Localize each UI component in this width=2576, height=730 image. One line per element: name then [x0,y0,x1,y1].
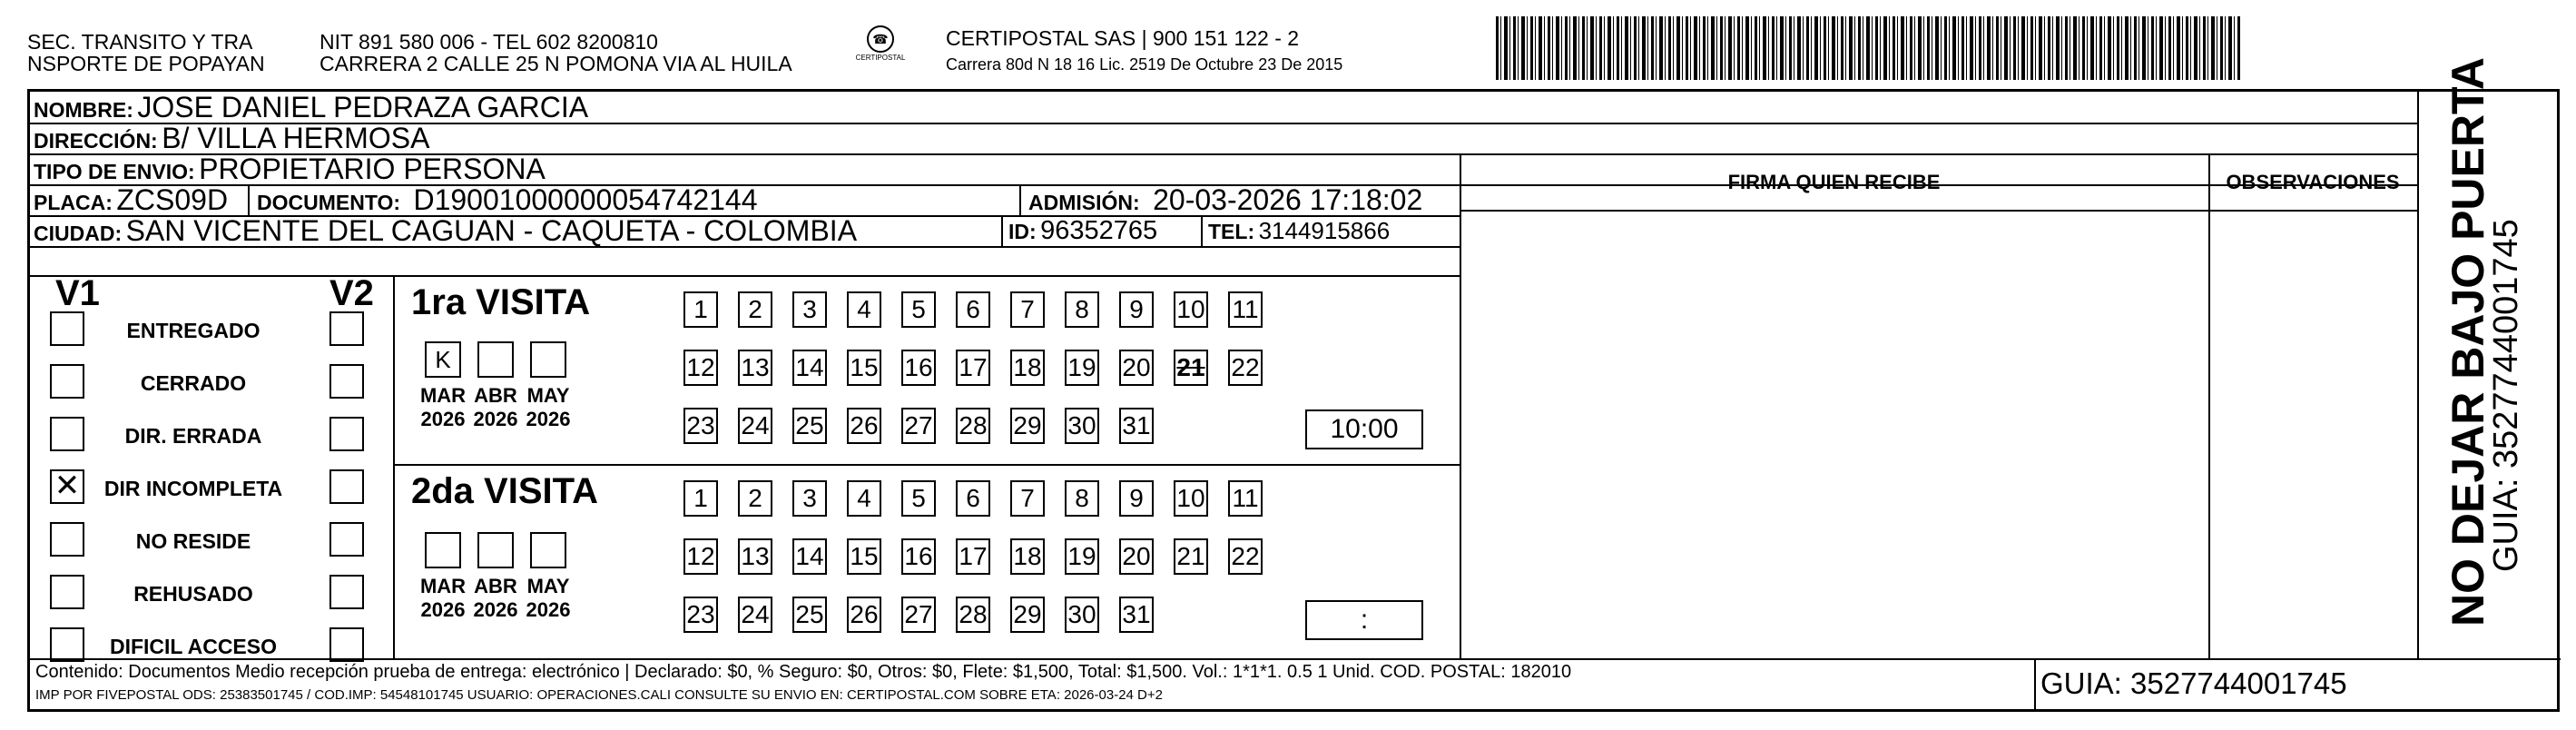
placa-label: PLACA: [34,191,113,214]
day-box[interactable]: 2 [738,291,772,328]
v2-checkbox[interactable] [329,311,364,346]
firma-header: FIRMA QUIEN RECIBE [1727,171,1941,193]
day-box[interactable]: 21 [1174,538,1208,575]
day-box[interactable]: 25 [792,597,827,633]
sender-name-line2: NSPORTE DE POPAYAN [27,52,265,75]
footer-contenido: Contenido: Documentos Medio recepción prueba de entrega: electrónico | Declarado: $0, % Seguro: $0, Otros: $0, Flete: $1,500, Total: $1,500. Vol.: 1*1*1. 0.5 1 Unid. COD. POSTAL: 182010 [35,662,1572,682]
day-box[interactable]: 5 [901,480,936,517]
month-year: 2026 [420,598,466,621]
v2-checkbox[interactable] [329,627,364,662]
nombre-label: NOMBRE: [34,98,133,122]
day-box[interactable]: 9 [1119,291,1154,328]
tipo-label: TIPO DE ENVIO: [34,160,195,183]
day-box[interactable]: 17 [956,350,990,386]
day-box[interactable]: 30 [1065,597,1099,633]
month-year: 2026 [473,598,518,621]
day-box[interactable]: 20 [1119,350,1154,386]
footer-guia: GUIA: 3527744001745 [2040,666,2347,700]
v2-checkbox[interactable] [329,469,364,504]
v1-checkbox[interactable] [50,627,84,662]
day-box[interactable]: 1 [683,480,718,517]
day-box[interactable]: 7 [1010,291,1045,328]
admision-value: 20-03-2026 17:18:02 [1153,183,1423,216]
sender-nit: NIT 891 580 006 - TEL 602 8200810 [320,30,658,54]
day-box[interactable]: 13 [738,538,772,575]
v1-label: V1 [55,273,100,313]
day-box[interactable]: 16 [901,350,936,386]
v1-checkbox[interactable] [50,522,84,557]
day-box[interactable]: 22 [1228,350,1263,386]
month-label: ABR [474,384,517,407]
v2-checkbox[interactable] [329,417,364,451]
v1-checkbox[interactable] [50,311,84,346]
month-checkbox[interactable] [477,341,514,378]
day-box[interactable]: 12 [683,350,718,386]
day-box[interactable]: 23 [683,597,718,633]
v1-checkbox[interactable]: ✕ [50,469,84,504]
day-box[interactable]: 27 [901,597,936,633]
id-value: 96352765 [1040,216,1158,245]
nombre-value: JOSE DANIEL PEDRAZA GARCIA [137,91,589,123]
carrier-line1: CERTIPOSTAL SAS | 900 151 122 - 2 [946,26,1300,50]
month-label: MAY [526,384,570,407]
sender-name-line1: SEC. TRANSITO Y TRA [27,30,253,54]
day-box[interactable]: 1 [683,291,718,328]
placa-value: ZCS09D [116,183,229,216]
reason-label: DIR INCOMPLETA [103,477,283,500]
day-box[interactable]: 14 [792,350,827,386]
visit2-time[interactable]: : [1305,600,1423,640]
day-box[interactable]: 29 [1010,408,1045,444]
day-box[interactable]: 26 [847,408,881,444]
side-notice [2442,57,2569,626]
ciudad-label: CIUDAD: [34,222,123,245]
id-label: ID: [1008,220,1037,243]
day-box[interactable]: 24 [738,597,772,633]
day-box[interactable]: 11 [1228,291,1263,328]
tel-cell [1208,214,1390,252]
day-box[interactable]: 14 [792,538,827,575]
day-box[interactable]: 2 [738,480,772,517]
month-year: 2026 [473,408,518,430]
tel-label: TEL: [1208,220,1255,243]
day-box[interactable]: 27 [901,408,936,444]
month-label: MAR [419,384,467,407]
day-box[interactable]: 18 [1010,350,1045,386]
v2-checkbox[interactable] [329,575,364,609]
carrier-line2: Carrera 80d N 18 16 Lic. 2519 De Octubre 23 De 2015 [946,55,1343,74]
month-checkbox[interactable] [530,532,566,568]
day-box[interactable]: 31 [1119,597,1154,633]
sender-address: CARRERA 2 CALLE 25 N POMONA VIA AL HUILA [320,52,792,75]
month-checkbox[interactable]: K [425,341,461,378]
v1-checkbox[interactable] [50,364,84,399]
documento-label: DOCUMENTO: [257,191,401,214]
v2-label: V2 [329,273,374,313]
ciudad-cell [34,214,857,253]
day-box[interactable]: 22 [1228,538,1263,575]
day-box[interactable]: 6 [956,291,990,328]
v2-checkbox[interactable] [329,364,364,399]
day-box[interactable]: 11 [1228,480,1263,517]
day-box[interactable]: 8 [1065,291,1099,328]
day-box[interactable]: 21 [1174,350,1208,386]
day-box[interactable]: 13 [738,350,772,386]
month-year: 2026 [420,408,466,430]
day-box[interactable]: 28 [956,408,990,444]
day-box[interactable]: 10 [1174,291,1208,328]
day-box[interactable]: 20 [1119,538,1154,575]
day-box[interactable]: 28 [956,597,990,633]
v1-checkbox[interactable] [50,417,84,451]
reason-label: CERRADO [140,371,247,395]
day-box[interactable]: 4 [847,291,881,328]
day-box[interactable]: 26 [847,597,881,633]
day-box[interactable]: 4 [847,480,881,517]
month-year: 2026 [526,598,571,621]
id-cell [1008,214,1157,252]
month-checkbox[interactable] [477,532,514,568]
reason-label: DIR. ERRADA [124,424,262,448]
day-box[interactable]: 30 [1065,408,1099,444]
reason-label: ENTREGADO [126,319,261,342]
day-box[interactable]: 19 [1065,538,1099,575]
day-box[interactable]: 24 [738,408,772,444]
v1-checkbox[interactable] [50,575,84,609]
direccion-value: B/ VILLA HERMOSA [162,122,430,154]
side-notice-guia: GUIA: 3527744001745 [2487,219,2525,572]
admision-label: ADMISIÓN: [1028,191,1140,214]
observaciones-header: OBSERVACIONES [2226,171,2400,193]
month-label: ABR [474,575,517,597]
day-box[interactable]: 15 [847,538,881,575]
day-box[interactable]: 29 [1010,597,1045,633]
side-notice-big: NO DEJAR BAJO PUERTA [2443,57,2493,626]
day-box[interactable]: 9 [1119,480,1154,517]
day-box[interactable]: 8 [1065,480,1099,517]
reason-label: NO RESIDE [135,529,251,553]
day-box[interactable]: 18 [1010,538,1045,575]
reason-label: REHUSADO [133,582,253,606]
documento-value: D19001000000054742144 [413,183,758,216]
day-box[interactable]: 15 [847,350,881,386]
reason-label: DIFICIL ACCESO [109,635,277,658]
carrier-logo [844,25,917,64]
day-box[interactable]: 19 [1065,350,1099,386]
day-box[interactable]: 25 [792,408,827,444]
visit1-title: 1ra VISITA [411,282,591,322]
month-label: MAR [419,575,467,597]
carrier-logo-text: CERTIPOSTAL [855,54,906,62]
footer-imp: IMP POR FIVEPOSTAL ODS: 25383501745 / COD.IMP: 54548101745 USUARIO: OPERACIONES.CALI CONSULTE SU ENVIO EN: CERTIPOSTAL.COM SOBRE ETA: 2026-03-24 D+2 [35,687,1163,703]
day-box[interactable]: 7 [1010,480,1045,517]
day-box[interactable]: 12 [683,538,718,575]
month-year: 2026 [526,408,571,430]
month-label: MAY [526,575,570,597]
day-box[interactable]: 17 [956,538,990,575]
visit2-title: 2da VISITA [411,471,598,511]
day-box[interactable]: 3 [792,480,827,517]
visit1-time[interactable]: 10:00 [1305,409,1423,449]
day-box[interactable]: 10 [1174,480,1208,517]
month-checkbox[interactable] [425,532,461,568]
ciudad-value: SAN VICENTE DEL CAGUAN - CAQUETA - COLOMBIA [125,214,858,247]
barcode [1496,16,2240,80]
direccion-label: DIRECCIÓN: [34,129,158,153]
tel-value: 3144915866 [1258,217,1391,244]
day-box[interactable]: 23 [683,408,718,444]
tipo-value: PROPIETARIO PERSONA [199,153,546,185]
carrier-logo-icon: ☎ [867,25,894,53]
day-box[interactable]: 5 [901,291,936,328]
v2-checkbox[interactable] [329,522,364,557]
day-box[interactable]: 31 [1119,408,1154,444]
day-box[interactable]: 3 [792,291,827,328]
month-checkbox[interactable] [530,341,566,378]
day-box[interactable]: 16 [901,538,936,575]
day-box[interactable]: 6 [956,480,990,517]
